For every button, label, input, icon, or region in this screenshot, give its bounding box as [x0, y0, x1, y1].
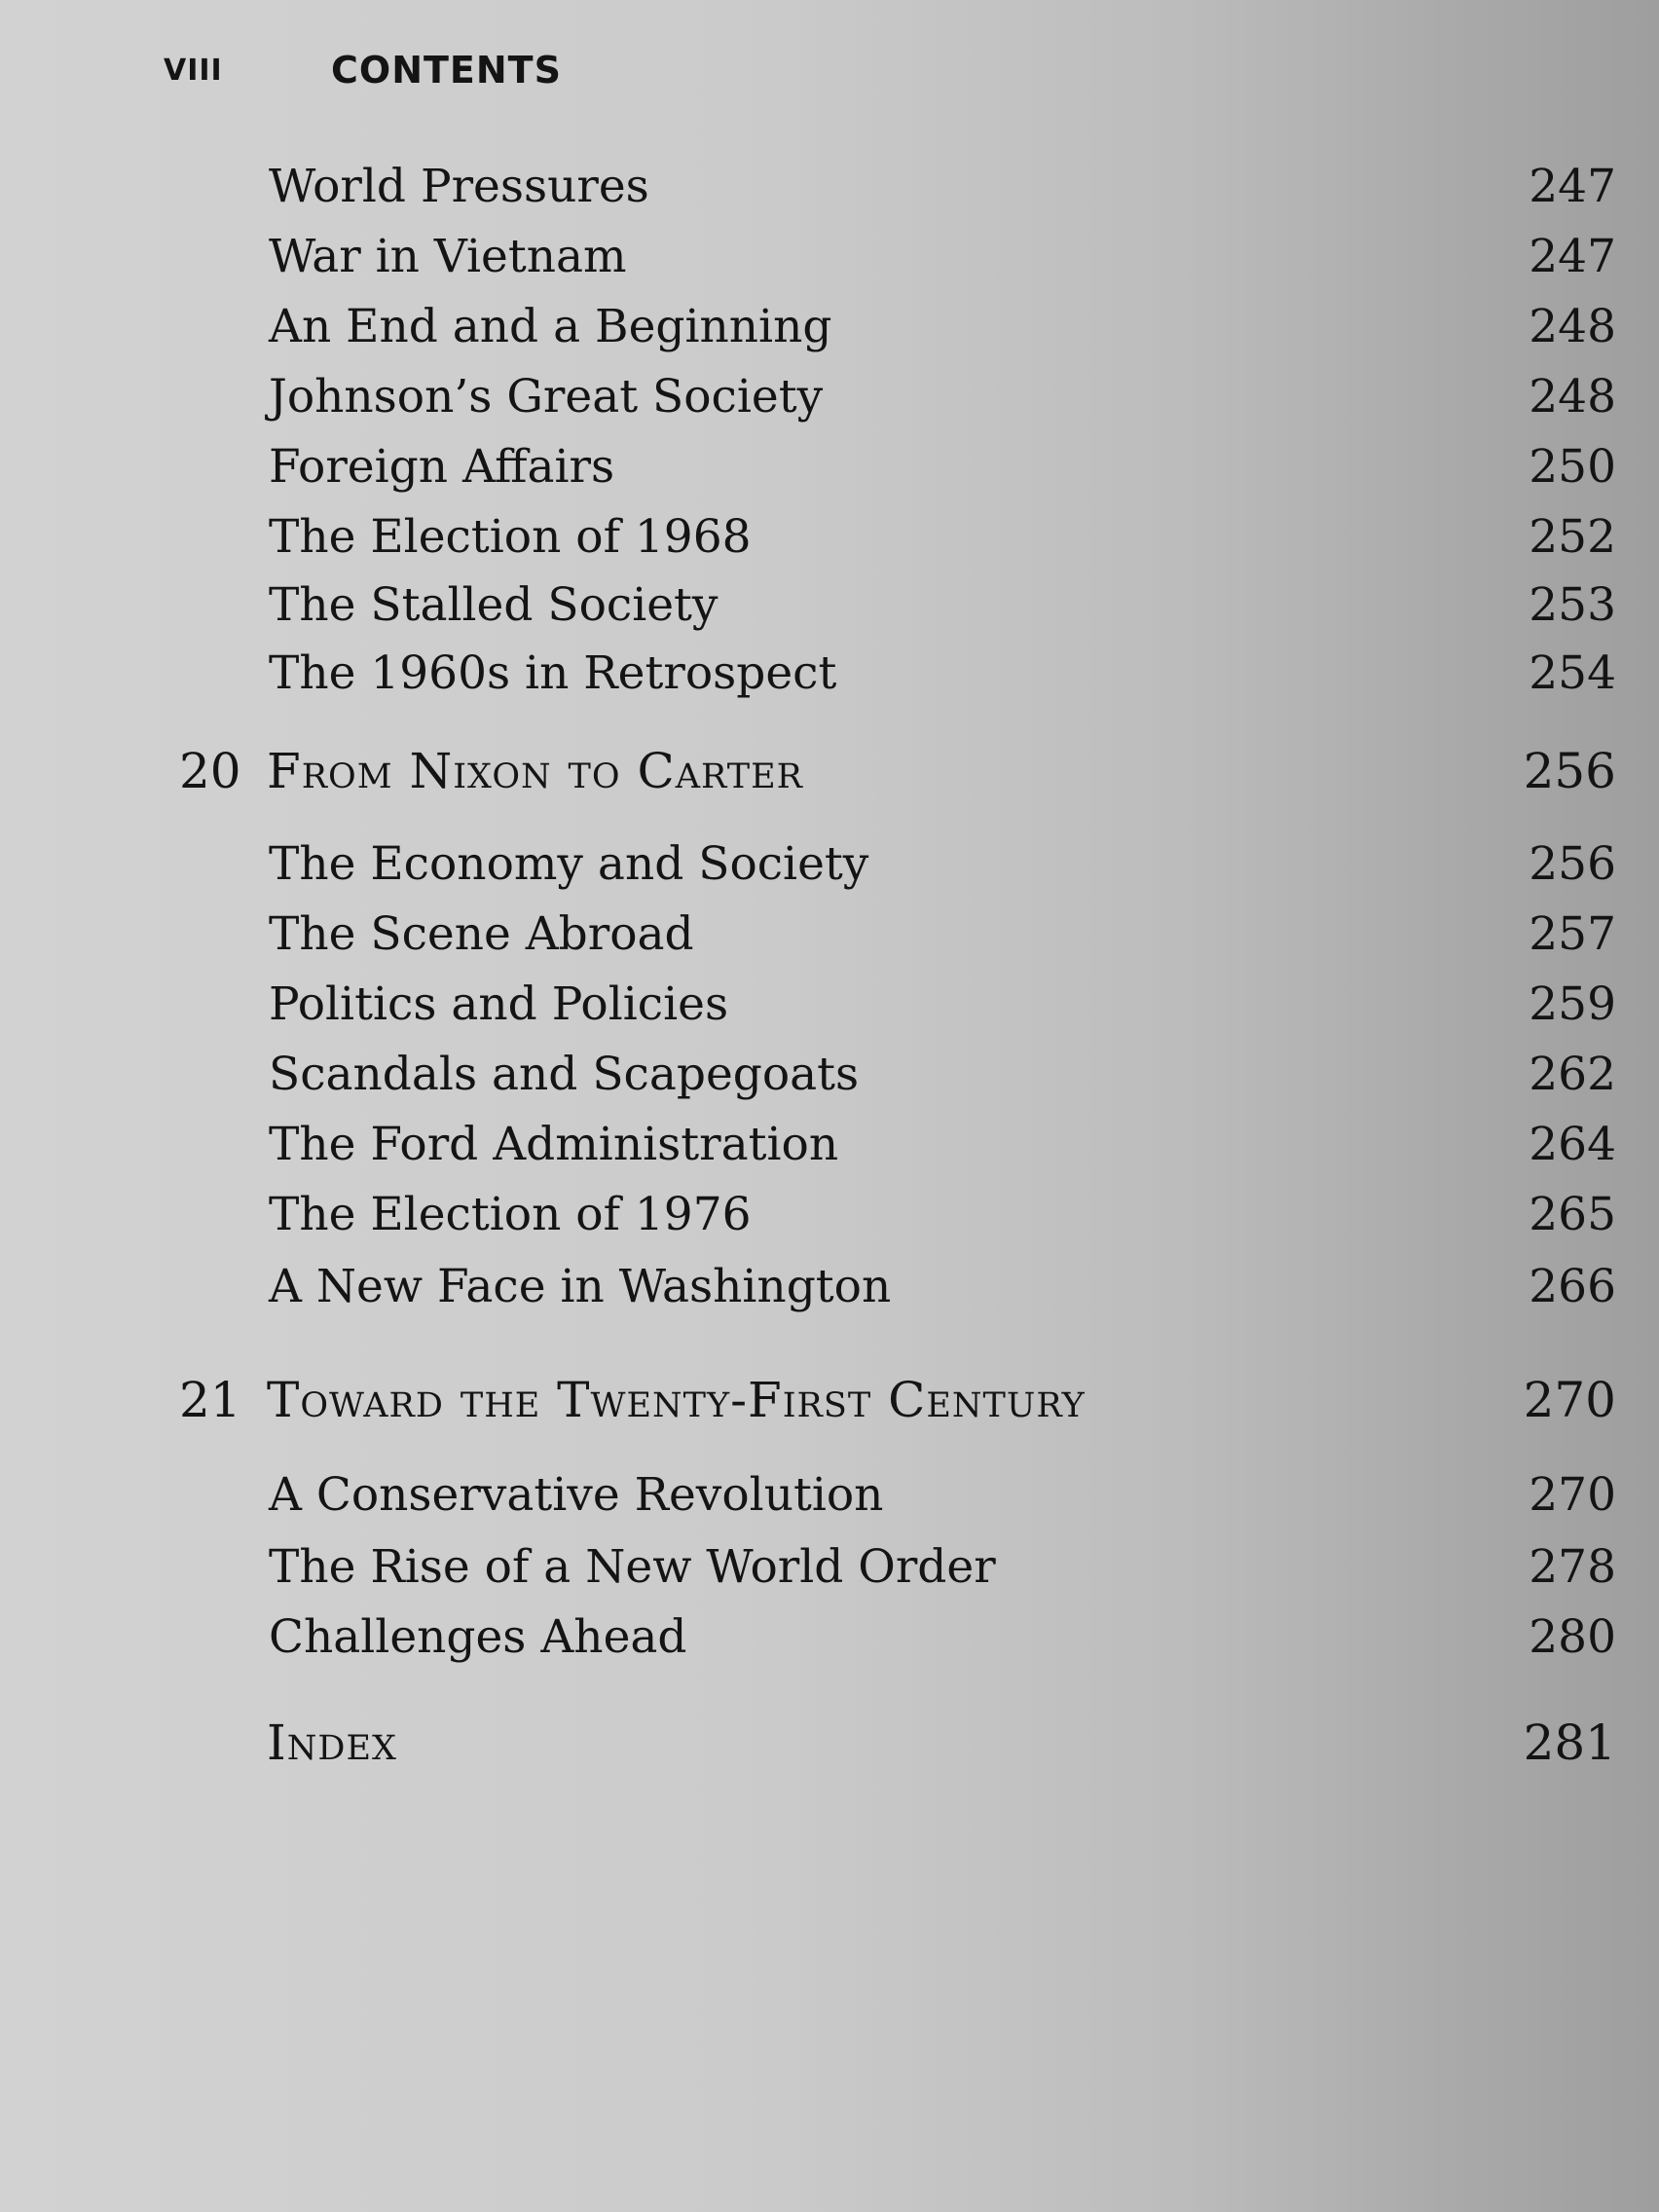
toc-entry [0, 639, 1659, 709]
running-header [164, 41, 562, 99]
entry-page-number: 270 [1529, 1468, 1616, 1522]
chapter-page-number: 256 [1523, 743, 1616, 799]
page-folio: VIII [164, 53, 223, 88]
entry-title: An End and a Beginning [269, 300, 832, 353]
entry-title: Johnson’s Great Society [269, 370, 824, 424]
entry-page-number: 254 [1529, 646, 1616, 700]
entry-page-number: 278 [1529, 1540, 1616, 1594]
entry-page-number: 247 [1529, 230, 1616, 283]
toc-entry [0, 222, 1659, 292]
toc-entry [0, 571, 1659, 641]
toc-entry [0, 1532, 1659, 1603]
entry-title: The Scene Abroad [269, 907, 694, 961]
entry-title: The Election of 1976 [269, 1188, 752, 1241]
toc-entry [0, 1110, 1659, 1180]
entry-title: Foreign Affairs [269, 440, 615, 494]
index-heading [0, 1704, 1659, 1782]
entry-page-number: 247 [1529, 160, 1616, 213]
entry-title: A Conservative Revolution [269, 1468, 884, 1522]
entry-title: The Economy and Society [269, 837, 869, 891]
index-page-number: 281 [1523, 1714, 1616, 1771]
toc-entry [0, 432, 1659, 502]
entry-page-number: 266 [1529, 1260, 1616, 1313]
toc-entry [0, 830, 1659, 900]
toc-entry [0, 1460, 1659, 1530]
entry-title: A New Face in Washington [269, 1260, 892, 1313]
entry-title: The Rise of a New World Order [269, 1540, 996, 1594]
chapter-title: From Nixon to Carter [267, 743, 804, 799]
entry-page-number: 252 [1529, 510, 1616, 564]
chapter-number: 21 [179, 1372, 241, 1428]
entry-title: Challenges Ahead [269, 1610, 687, 1664]
toc-entry [0, 1040, 1659, 1110]
entry-page-number: 280 [1529, 1610, 1616, 1664]
entry-title: World Pressures [269, 160, 649, 213]
entry-page-number: 256 [1529, 837, 1616, 891]
entry-page-number: 259 [1529, 977, 1616, 1031]
entry-page-number: 262 [1529, 1048, 1616, 1101]
entry-title: War in Vietnam [269, 230, 627, 283]
toc-entry [0, 1180, 1659, 1250]
toc-entry [0, 362, 1659, 432]
chapter-number: 20 [179, 743, 241, 799]
chapter-page-number: 270 [1523, 1372, 1616, 1428]
toc-entry [0, 970, 1659, 1040]
page-title: CONTENTS [331, 49, 562, 92]
entry-page-number: 257 [1529, 907, 1616, 961]
entry-title: The 1960s in Retrospect [269, 646, 837, 700]
entry-page-number: 265 [1529, 1188, 1616, 1241]
entry-title: The Stalled Society [269, 578, 719, 632]
entry-title: The Ford Administration [269, 1118, 839, 1171]
toc-entry [0, 152, 1659, 222]
chapter-heading [0, 1361, 1659, 1439]
toc-entry [0, 502, 1659, 572]
entry-title: Scandals and Scapegoats [269, 1048, 860, 1101]
entry-page-number: 250 [1529, 440, 1616, 494]
chapter-heading [0, 732, 1659, 810]
toc-entry [0, 292, 1659, 362]
entry-page-number: 248 [1529, 370, 1616, 424]
entry-title: Politics and Policies [269, 977, 729, 1031]
chapter-title: Toward the Twenty-First Century [267, 1372, 1086, 1428]
entry-page-number: 264 [1529, 1118, 1616, 1171]
toc-entry [0, 1603, 1659, 1673]
index-title: Index [267, 1714, 397, 1771]
entry-page-number: 248 [1529, 300, 1616, 353]
toc-entry [0, 900, 1659, 970]
entry-page-number: 253 [1529, 578, 1616, 632]
entry-title: The Election of 1968 [269, 510, 752, 564]
toc-entry [0, 1252, 1659, 1322]
